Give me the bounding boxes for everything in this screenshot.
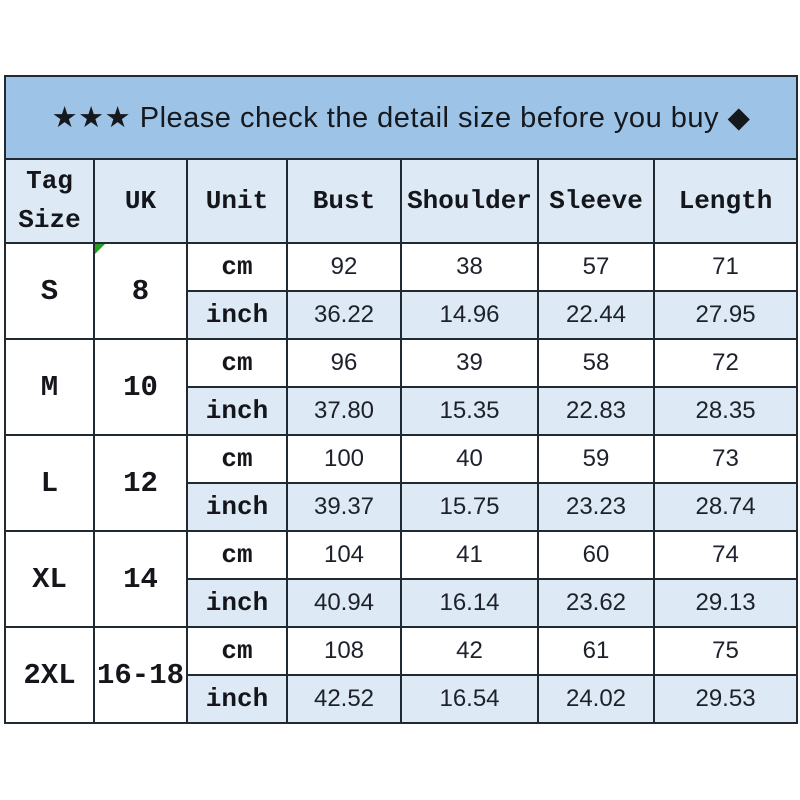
col-header-unit: Unit (187, 159, 287, 243)
banner-text: ★★★ Please check the detail size before you buy ◆ (51, 102, 751, 134)
unit-label: cm (187, 435, 287, 483)
bust-cm: 108 (287, 627, 401, 675)
length-cm: 72 (654, 339, 797, 387)
shoulder-cm: 40 (401, 435, 538, 483)
length-cm: 74 (654, 531, 797, 579)
banner (5, 76, 797, 159)
table-header-row (5, 159, 797, 243)
shoulder-inch: 14.96 (401, 291, 538, 339)
banner-row (5, 76, 797, 159)
sleeve-inch: 22.83 (538, 387, 654, 435)
tag-size-value: XL (5, 531, 94, 627)
shoulder-inch: 15.35 (401, 387, 538, 435)
bust-cm: 96 (287, 339, 401, 387)
unit-label: cm (187, 627, 287, 675)
table-row (5, 531, 797, 579)
shoulder-inch: 15.75 (401, 483, 538, 531)
table-row (5, 243, 797, 291)
unit-label: inch (187, 579, 287, 627)
unit-label: inch (187, 387, 287, 435)
bust-cm: 92 (287, 243, 401, 291)
length-inch: 29.13 (654, 579, 797, 627)
length-cm: 73 (654, 435, 797, 483)
length-inch: 29.53 (654, 675, 797, 723)
shoulder-inch: 16.54 (401, 675, 538, 723)
unit-label: cm (187, 243, 287, 291)
unit-label: cm (187, 531, 287, 579)
sleeve-cm: 57 (538, 243, 654, 291)
shoulder-cm: 39 (401, 339, 538, 387)
sleeve-cm: 60 (538, 531, 654, 579)
uk-size-value: 10 (94, 339, 187, 435)
col-header-tag-size: Tag Size (5, 159, 94, 243)
col-header-uk: UK (94, 159, 187, 243)
tag-size-value: L (5, 435, 94, 531)
bust-cm: 104 (287, 531, 401, 579)
uk-size-value: 12 (94, 435, 187, 531)
uk-size-value (94, 243, 187, 339)
length-cm: 71 (654, 243, 797, 291)
table-row (5, 435, 797, 483)
size-chart-container (4, 75, 796, 724)
length-inch: 28.35 (654, 387, 797, 435)
uk-size-value: 14 (94, 531, 187, 627)
col-header-length: Length (654, 159, 797, 243)
length-inch: 28.74 (654, 483, 797, 531)
col-header-sleeve: Sleeve (538, 159, 654, 243)
sleeve-inch: 24.02 (538, 675, 654, 723)
length-inch: 27.95 (654, 291, 797, 339)
uk-size-value: 16-18 (94, 627, 187, 723)
col-header-bust: Bust (287, 159, 401, 243)
bust-inch: 40.94 (287, 579, 401, 627)
sleeve-inch: 23.62 (538, 579, 654, 627)
shoulder-cm: 42 (401, 627, 538, 675)
sleeve-inch: 22.44 (538, 291, 654, 339)
tag-size-value: M (5, 339, 94, 435)
size-chart-table (4, 75, 798, 724)
length-cm: 75 (654, 627, 797, 675)
sleeve-cm: 58 (538, 339, 654, 387)
unit-label: cm (187, 339, 287, 387)
unit-label: inch (187, 483, 287, 531)
col-header-shoulder: Shoulder (401, 159, 538, 243)
sleeve-inch: 23.23 (538, 483, 654, 531)
unit-label: inch (187, 675, 287, 723)
tag-size-value: 2XL (5, 627, 94, 723)
table-row (5, 339, 797, 387)
shoulder-cm: 41 (401, 531, 538, 579)
bust-inch: 36.22 (287, 291, 401, 339)
bust-cm: 100 (287, 435, 401, 483)
sleeve-cm: 59 (538, 435, 654, 483)
tag-size-value: S (5, 243, 94, 339)
bust-inch: 37.80 (287, 387, 401, 435)
table-row (5, 627, 797, 675)
bust-inch: 39.37 (287, 483, 401, 531)
shoulder-cm: 38 (401, 243, 538, 291)
excel-error-marker-icon (95, 244, 105, 254)
sleeve-cm: 61 (538, 627, 654, 675)
unit-label: inch (187, 291, 287, 339)
uk-size-text: 8 (131, 274, 150, 308)
shoulder-inch: 16.14 (401, 579, 538, 627)
bust-inch: 42.52 (287, 675, 401, 723)
